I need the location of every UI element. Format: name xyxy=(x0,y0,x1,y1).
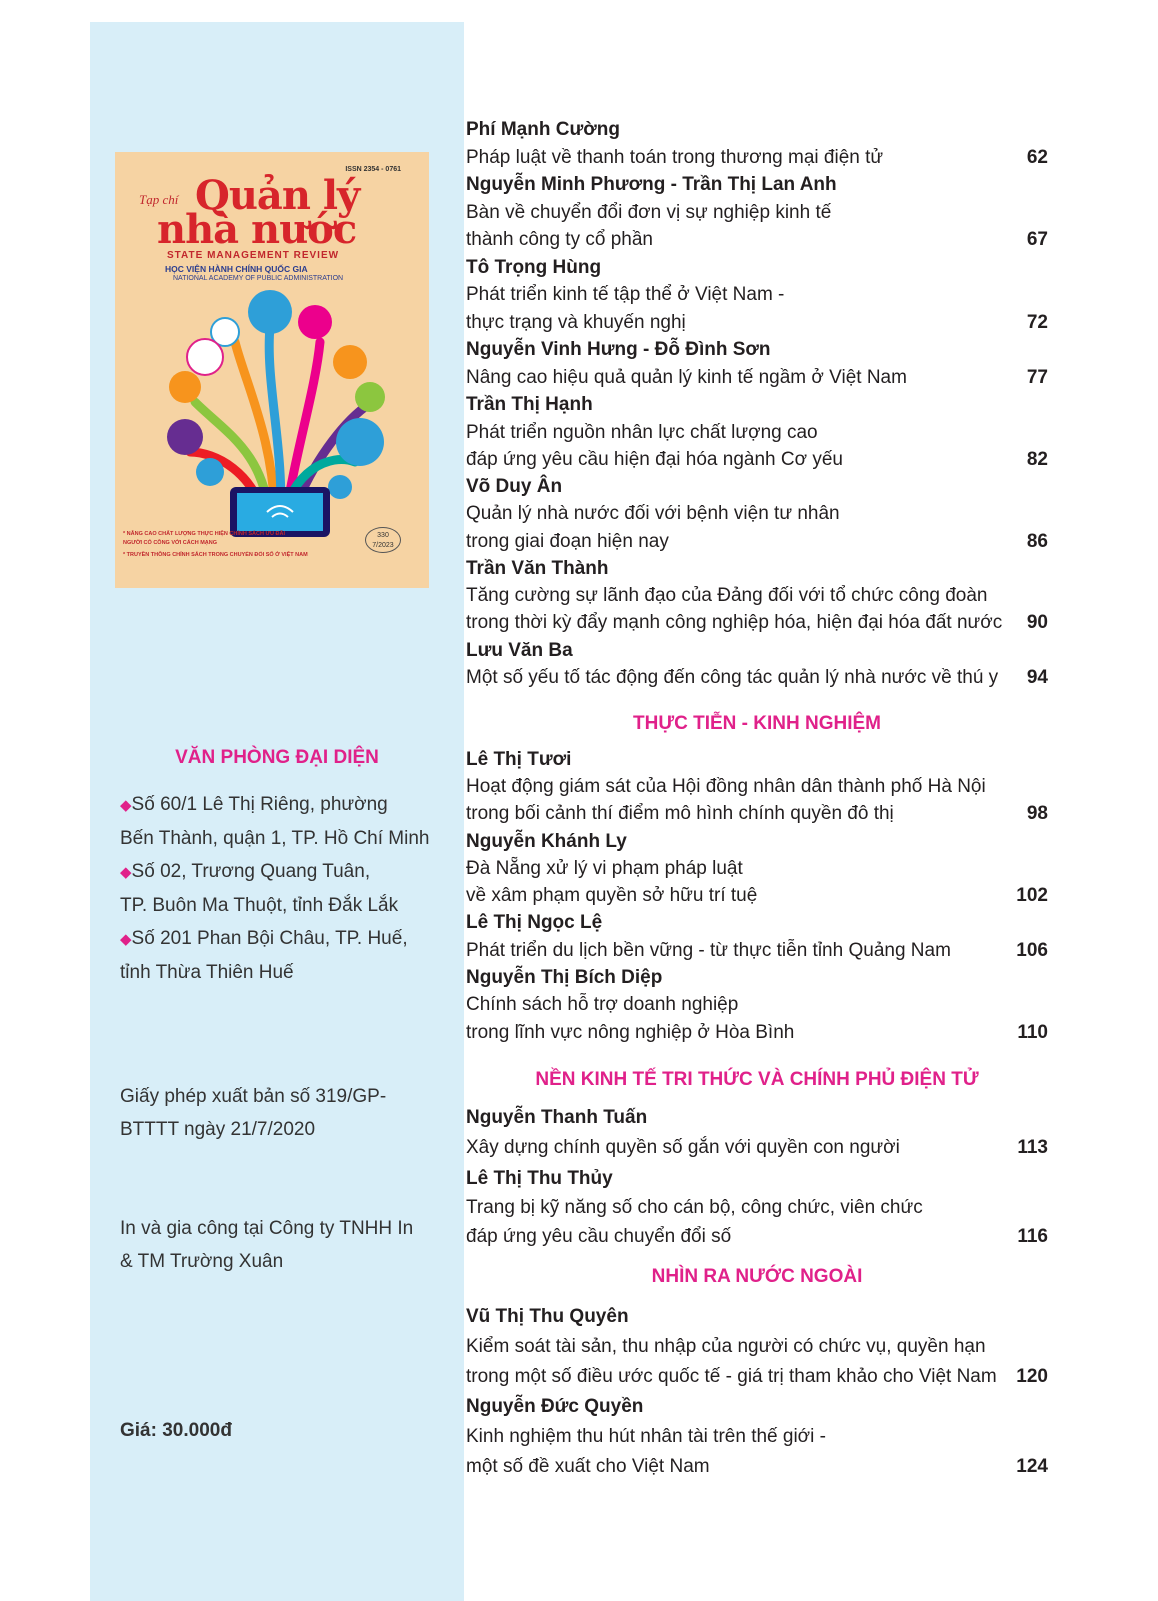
toc-page-number: 110 xyxy=(1017,1022,1048,1043)
toc-title-line: Xây dựng chính quyền số gắn với quyền con người xyxy=(466,1137,900,1158)
toc-title-line: trong giai đoạn hiện nay xyxy=(466,531,669,552)
toc-page-number: 116 xyxy=(1017,1226,1048,1247)
toc-title-line: Tăng cường sự lãnh đạo của Đảng đối với tổ chức công đoàn xyxy=(466,585,988,606)
toc-page-number: 77 xyxy=(1026,367,1048,388)
toc-author: Vũ Thị Thu Quyên xyxy=(466,1306,629,1327)
toc-author: Lê Thị Thu Thủy xyxy=(466,1168,613,1189)
toc-title-line: Trang bị kỹ năng số cho cán bộ, công chức, viên chức xyxy=(466,1197,923,1218)
toc-title-line: Hoạt động giám sát của Hội đồng nhân dân thành phố Hà Nội xyxy=(466,776,986,797)
toc-title-line: Phát triển nguồn nhân lực chất lượng cao xyxy=(466,422,818,443)
toc-title-line: Kinh nghiệm thu hút nhân tài trên thế giới - xyxy=(466,1426,826,1447)
cover-issn: ISSN 2354 - 0761 xyxy=(345,166,401,173)
toc-author: Nguyễn Khánh Ly xyxy=(466,831,627,852)
toc-title-line: Bàn về chuyển đổi đơn vị sự nghiệp kinh tế xyxy=(466,202,832,223)
toc-author: Lê Thị Tươi xyxy=(466,749,572,770)
toc-title-line: trong lĩnh vực nông nghiệp ở Hòa Bình xyxy=(466,1022,795,1043)
toc-author: Võ Duy Ân xyxy=(466,476,563,497)
office-line: TP. Buôn Ma Thuột, tỉnh Đắk Lắk xyxy=(120,895,399,916)
toc-page-number: 102 xyxy=(1016,885,1048,906)
cover-academy-en: NATIONAL ACADEMY OF PUBLIC ADMINISTRATION xyxy=(173,275,344,282)
toc-title-line: Đà Nẵng xử lý vi phạm pháp luật xyxy=(466,858,743,879)
table-of-contents xyxy=(466,0,1048,1601)
toc-author: Lưu Văn Ba xyxy=(466,640,573,661)
toc-title-line: thành công ty cổ phần xyxy=(466,229,653,250)
toc-title-line: đáp ứng yêu cầu hiện đại hóa ngành Cơ yếu xyxy=(466,449,843,470)
license-line: BTTTT ngày 21/7/2020 xyxy=(120,1119,316,1140)
toc-page-number: 124 xyxy=(1016,1456,1048,1477)
toc-title-line: Phát triển du lịch bền vững - từ thực tiễn tỉnh Quảng Nam xyxy=(466,940,951,961)
printer-line: In và gia công tại Công ty TNHH In xyxy=(120,1218,414,1239)
cover-subtitle-en: STATE MANAGEMENT REVIEW xyxy=(167,250,340,261)
toc-title-line: Kiểm soát tài sản, thu nhập của người có chức vụ, quyền hạn xyxy=(466,1336,986,1357)
toc-author: Trần Thị Hạnh xyxy=(466,394,593,415)
toc-title-line: Nâng cao hiệu quả quản lý kinh tế ngầm ở Việt Nam xyxy=(466,367,907,388)
cover-issue-date: 7/2023 xyxy=(372,542,394,549)
office-line: ◆Số 60/1 Lê Thị Riêng, phường xyxy=(120,794,388,815)
toc-author: Nguyễn Thị Bích Diệp xyxy=(466,967,663,988)
toc-title-line: Một số yếu tố tác động đến công tác quản lý nhà nước về thú y xyxy=(466,667,999,688)
toc-page-number: 86 xyxy=(1026,531,1048,552)
toc-page-number: 113 xyxy=(1017,1137,1048,1158)
toc-page-number: 67 xyxy=(1026,229,1048,250)
diamond-bullet-icon: ◆ xyxy=(120,931,132,948)
magazine-cover xyxy=(115,152,429,588)
toc-page-number: 94 xyxy=(1026,667,1048,688)
toc-author: Nguyễn Đức Quyền xyxy=(466,1396,644,1417)
diamond-bullet-icon: ◆ xyxy=(120,864,132,881)
office-line: Bến Thành, quận 1, TP. Hồ Chí Minh xyxy=(120,828,430,849)
toc-page-number: 82 xyxy=(1026,449,1048,470)
cover-bullet-2: * TRUYỀN THÔNG CHÍNH SÁCH TRONG CHUYỂN ĐỔI SỐ Ở VIỆT NAM xyxy=(123,552,308,558)
office-line: ◆Số 201 Phan Bội Châu, TP. Huế, xyxy=(120,928,408,949)
toc-page-number: 106 xyxy=(1016,940,1048,961)
cover-academy-vi: HỌC VIỆN HÀNH CHÍNH QUỐC GIA xyxy=(165,264,308,274)
toc-title-line: Pháp luật về thanh toán trong thương mại điện tử xyxy=(466,147,884,168)
office-line: ◆Số 02, Trương Quang Tuân, xyxy=(120,861,371,882)
cover-bullet-1b: NGƯỜI CÓ CÔNG VỚI CÁCH MẠNG xyxy=(123,540,218,546)
toc-title-line: Chính sách hỗ trợ doanh nghiệp xyxy=(466,994,739,1015)
cover-tapchi: Tạp chí xyxy=(139,192,179,207)
toc-title-line: đáp ứng yêu cầu chuyển đổi số xyxy=(466,1226,732,1247)
printer-info xyxy=(120,1212,440,1278)
cover-title-line1: Quản lý xyxy=(195,172,360,219)
printer-line: & TM Trường Xuân xyxy=(120,1251,284,1272)
license-line: Giấy phép xuất bản số 319/GP- xyxy=(120,1086,387,1107)
toc-author: Nguyễn Thanh Tuấn xyxy=(466,1107,648,1128)
diamond-bullet-icon: ◆ xyxy=(120,797,132,814)
toc-section-heading: NHÌN RA NƯỚC NGOÀI xyxy=(651,1266,863,1287)
toc-author: Trần Văn Thành xyxy=(466,558,609,579)
license-info xyxy=(120,1080,440,1146)
toc-section-heading: NỀN KINH TẾ TRI THỨC VÀ CHÍNH PHỦ ĐIỆN TỬ xyxy=(535,1069,979,1090)
toc-page-number: 62 xyxy=(1026,147,1048,168)
toc-title-line: thực trạng và khuyến nghị xyxy=(466,312,686,333)
left-sidebar xyxy=(90,22,464,1601)
toc-author: Nguyễn Vinh Hưng - Đỗ Đình Sơn xyxy=(466,339,771,360)
toc-title-line: về xâm phạm quyền sở hữu trí tuệ xyxy=(466,885,758,906)
toc-section-heading: THỰC TIỄN - KINH NGHIỆM xyxy=(633,713,881,734)
toc-author: Nguyễn Minh Phương - Trần Thị Lan Anh xyxy=(466,174,837,195)
toc-author: Phí Mạnh Cường xyxy=(466,119,620,140)
cover-issue-badge xyxy=(365,527,401,553)
toc-title-line: trong một số điều ước quốc tế - giá trị tham khảo cho Việt Nam xyxy=(466,1366,997,1387)
cover-issue-number: 330 xyxy=(377,532,389,539)
cover-title-line2: nhà nước xyxy=(157,206,357,253)
toc-title-line: Quản lý nhà nước đối với bệnh viện tư nhân xyxy=(466,503,840,524)
toc-author: Tô Trọng Hùng xyxy=(466,257,602,278)
office-line: tỉnh Thừa Thiên Huế xyxy=(120,962,294,983)
toc-page-number: 98 xyxy=(1026,803,1048,824)
toc-page-number: 72 xyxy=(1026,312,1048,333)
toc-title-line: một số đề xuất cho Việt Nam xyxy=(466,1456,710,1477)
toc-author: Lê Thị Ngọc Lệ xyxy=(466,912,603,933)
office-addresses xyxy=(120,788,460,989)
price: Giá: 30.000đ xyxy=(120,1420,232,1441)
toc-title-line: trong bối cảnh thí điểm mô hình chính quyền đô thị xyxy=(466,803,894,824)
toc-page-number: 120 xyxy=(1016,1366,1048,1387)
cover-bullet-1: * NÂNG CAO CHẤT LƯỢNG THỰC HIỆN CHÍNH SÁCH ƯU ĐÃI xyxy=(123,531,285,537)
office-title: VĂN PHÒNG ĐẠI DIỆN xyxy=(175,747,379,768)
toc-page-number: 90 xyxy=(1026,612,1048,633)
toc-title-line: Phát triển kinh tế tập thể ở Việt Nam - xyxy=(466,284,785,305)
toc-title-line: trong thời kỳ đẩy mạnh công nghiệp hóa, hiện đại hóa đất nước xyxy=(466,612,1003,633)
